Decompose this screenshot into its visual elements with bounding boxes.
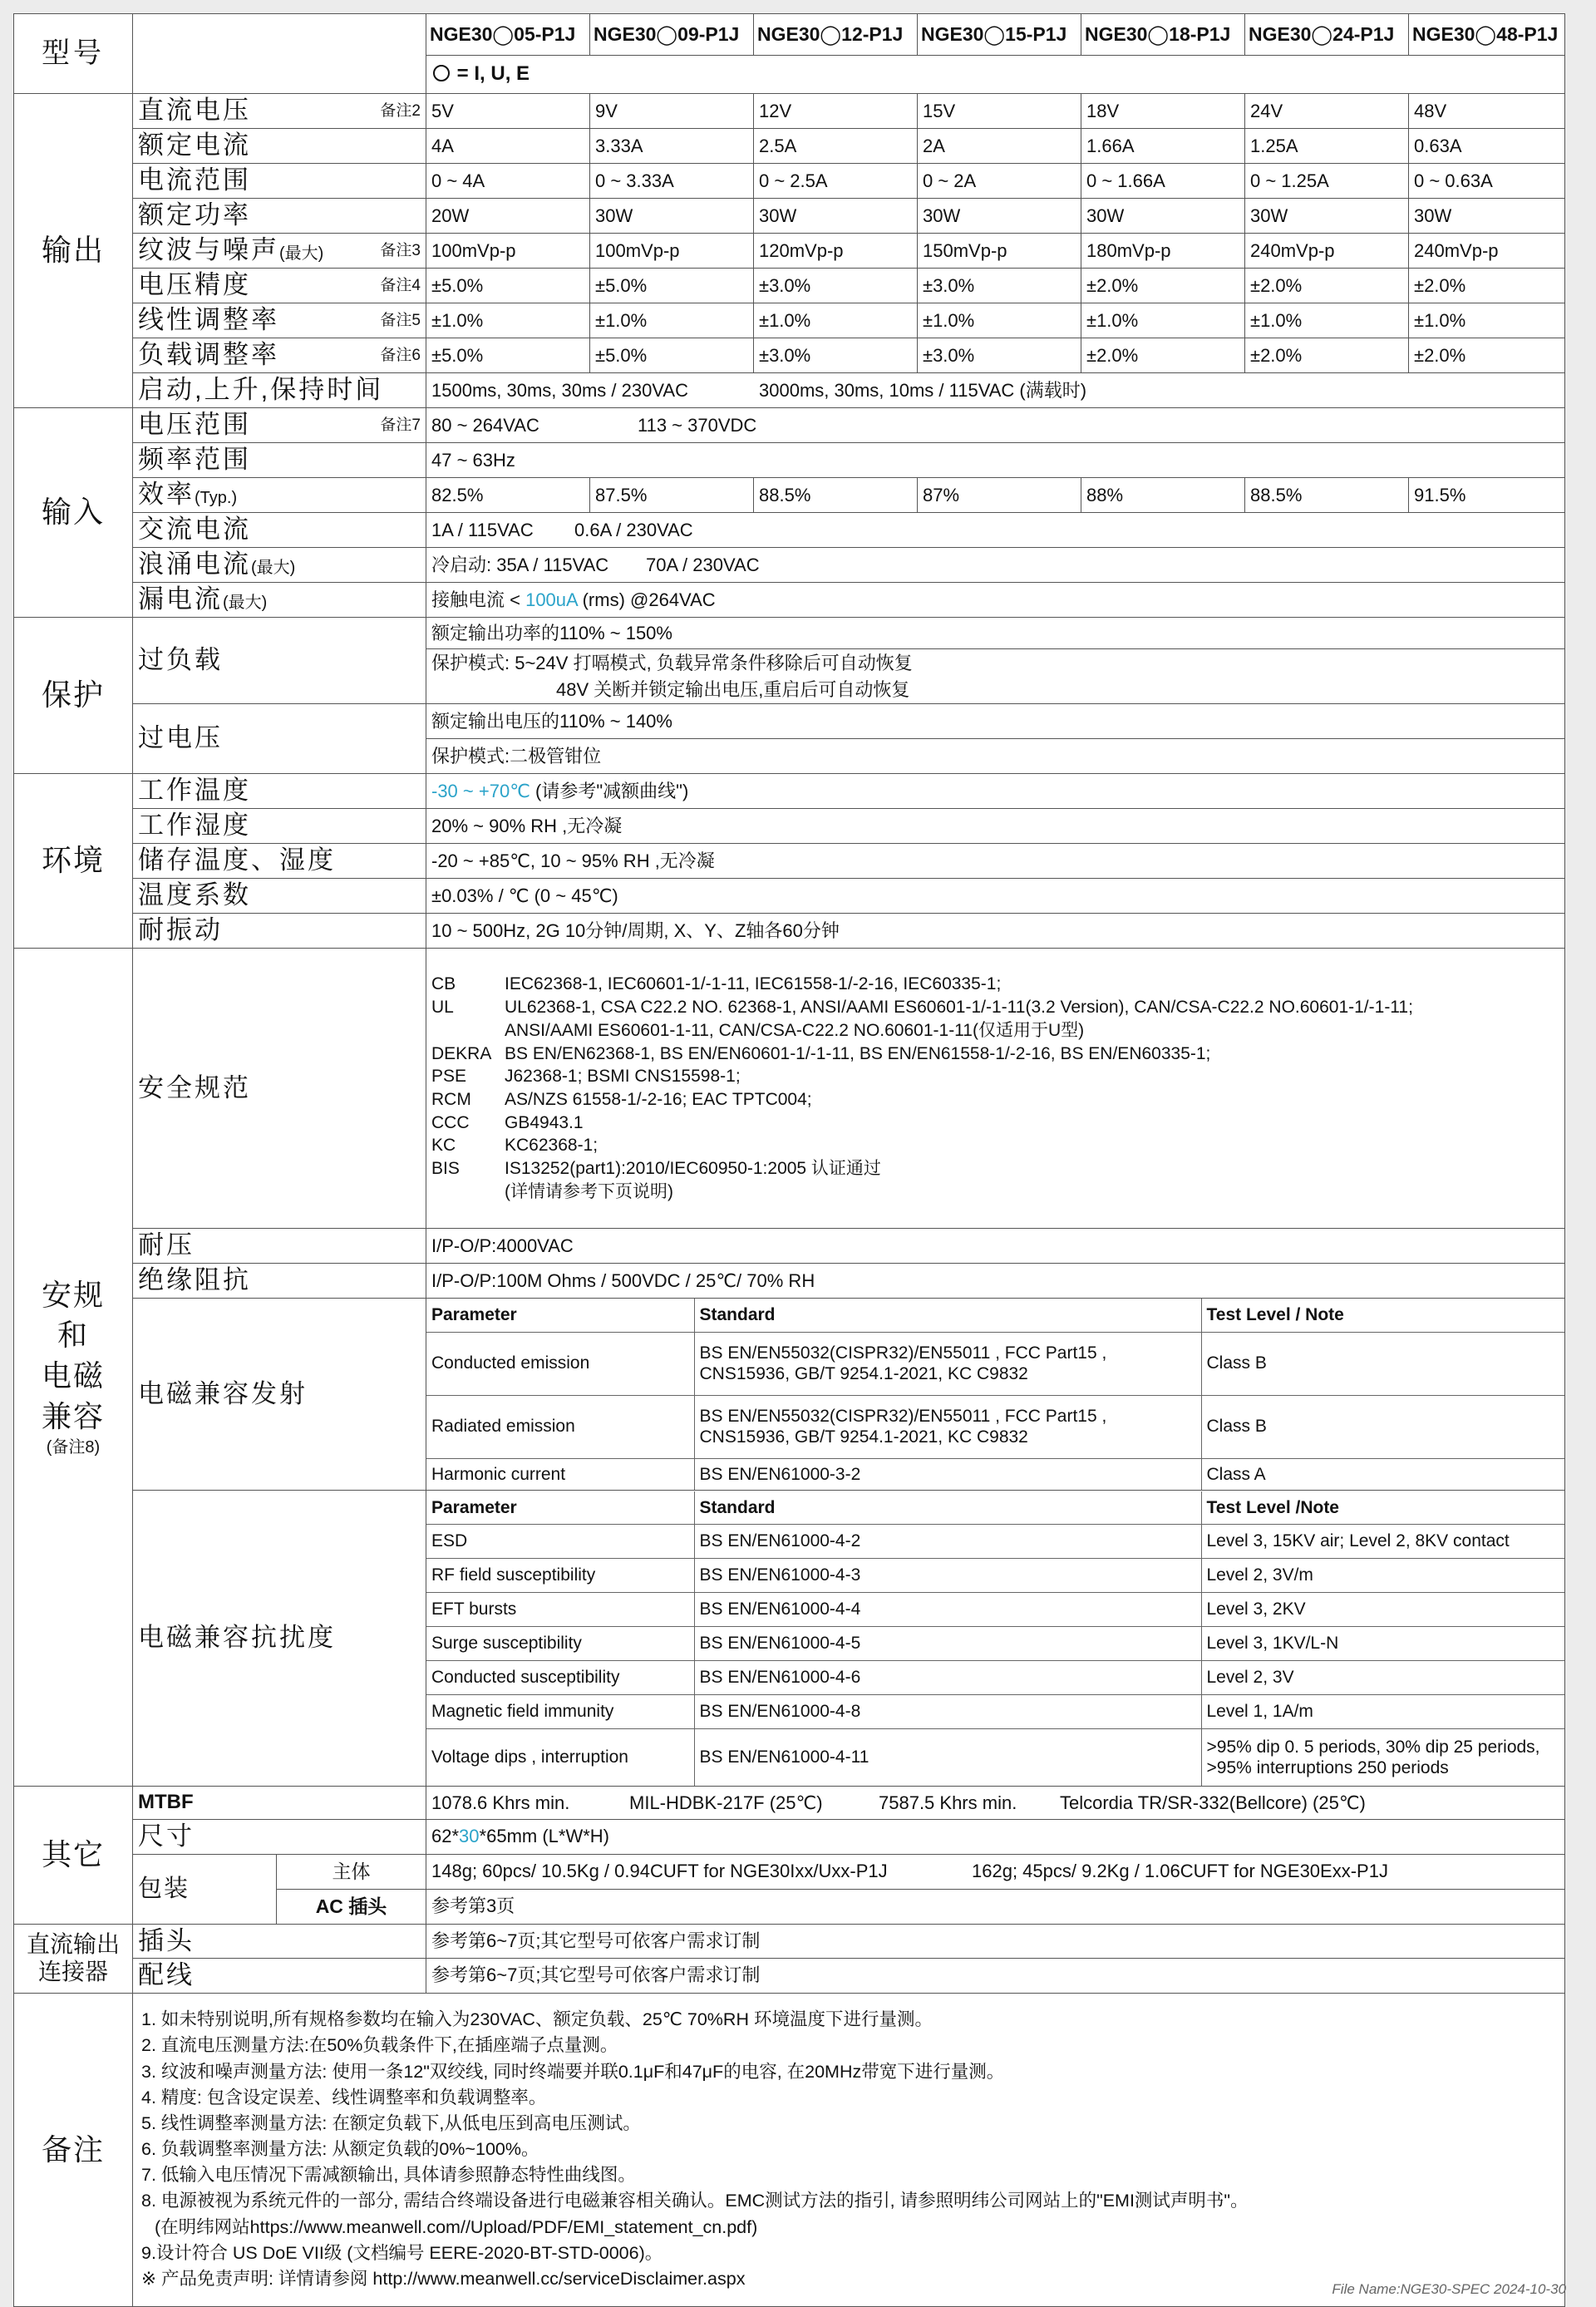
leakage-value: 接触电流 < 100uA (rms) @264VAC	[426, 583, 1565, 618]
row-label-withstand: 耐压	[133, 1229, 426, 1264]
cell: 5V	[426, 94, 590, 129]
cell: 18V	[1081, 94, 1245, 129]
row-label-rated-power: 额定功率	[133, 199, 426, 234]
table-header: Test Level /Note	[1201, 1491, 1564, 1525]
note-line: ※ 产品免责声明: 详情请参阅 http://www.meanwell.cc/serviceDisclaimer.aspx	[141, 2269, 746, 2289]
cell: 100mVp-p	[426, 234, 590, 269]
table-cell: Class B	[1201, 1332, 1564, 1395]
cell: 180mVp-p	[1081, 234, 1245, 269]
safety-line: BIS IS13252(part1):2010/IEC60950-1:2005 认证通过	[431, 1159, 881, 1179]
section-others: 其它	[14, 1787, 133, 1925]
model-name: NGE30◯24-P1J	[1245, 14, 1409, 56]
safety-line: KC KC62368-1;	[431, 1136, 598, 1156]
cell: ±2.0%	[1081, 269, 1245, 303]
isolation-value: I/P-O/P:100M Ohms / 500VDC / 25℃/ 70% RH	[426, 1264, 1565, 1299]
table-header: Standard	[694, 1491, 1201, 1525]
row-label-packing: 包装	[133, 1854, 277, 1924]
row-label-working-temp: 工作温度	[133, 774, 426, 809]
note-line: 1. 如未特别说明,所有规格参数均在输入为230VAC、额定负载、25℃ 70%RH 环境温度下进行量测。	[141, 2009, 933, 2030]
table-header: Standard	[694, 1299, 1201, 1332]
cell: 0 ~ 1.25A	[1245, 164, 1409, 199]
overvoltage-line2: 保护模式:二极管钳位	[426, 739, 1565, 774]
table-cell: ESD	[426, 1525, 694, 1559]
table-cell: BS EN/EN61000-4-5	[694, 1627, 1201, 1661]
cell: ±5.0%	[426, 338, 590, 373]
section-safety-emc: 安规 和 电磁 兼容 (备注8)	[14, 949, 133, 1787]
cell: 30W	[1409, 199, 1565, 234]
variant-note: = I, U, E	[426, 56, 1565, 94]
mtbf-value: 1078.6 Khrs min. MIL-HDBK-217F (25℃) 7587.5 Khrs min. Telcordia TR/SR-332(Bellcore) (25℃)	[426, 1787, 1565, 1820]
cell: ±5.0%	[590, 338, 754, 373]
table-header: Parameter	[426, 1491, 694, 1525]
table-cell: Class A	[1201, 1458, 1564, 1490]
cell: 1.25A	[1245, 129, 1409, 164]
cell: ±5.0%	[426, 269, 590, 303]
cell: 88%	[1081, 478, 1245, 513]
table-row	[426, 1395, 1564, 1458]
spec-table	[13, 13, 1565, 2307]
row-label-load-regulation: 负载调整率 备注6	[133, 338, 426, 373]
table-row	[426, 1332, 1564, 1395]
safety-line: DEKRA BS EN/EN62368-1, BS EN/EN60601-1/-1-11, BS EN/EN61558-1/-2-16, BS EN/EN60335-1;	[431, 1043, 1211, 1063]
section-notes: 备注	[14, 1993, 133, 2306]
cell: 100mVp-p	[590, 234, 754, 269]
cell: 2.5A	[754, 129, 918, 164]
cell: 1.66A	[1081, 129, 1245, 164]
cell: 0 ~ 0.63A	[1409, 164, 1565, 199]
temp-coefficient-value: ±0.03% / ℃ (0 ~ 45℃)	[426, 879, 1565, 914]
cell: 30W	[1081, 199, 1245, 234]
packing-ac-label: AC 插头	[277, 1889, 426, 1924]
note-line: 6. 负载调整率测量方法: 从额定负载的0%~100%。	[141, 2139, 539, 2160]
table-cell: BS EN/EN61000-4-3	[694, 1559, 1201, 1593]
cell: ±2.0%	[1409, 269, 1565, 303]
table-row	[426, 1729, 1564, 1786]
note-line: 2. 直流电压测量方法:在50%负载条件下,在插座端子点量测。	[141, 2035, 618, 2056]
table-cell: BS EN/EN61000-4-6	[694, 1661, 1201, 1695]
model-label-blank	[133, 14, 426, 94]
section-environment: 环境	[14, 774, 133, 949]
safety-line: CCC GB4943.1	[431, 1112, 584, 1132]
row-label-voltage-range: 电压范围 备注7	[133, 408, 426, 443]
spec-sheet	[13, 13, 1564, 2307]
row-label-current-range: 电流范围	[133, 164, 426, 199]
cell: 4A	[426, 129, 590, 164]
table-row	[426, 1559, 1564, 1593]
table-cell: Level 3, 15KV air; Level 2, 8KV contact	[1201, 1525, 1564, 1559]
section-output: 输出	[14, 94, 133, 408]
safety-line: PSE J62368-1; BSMI CNS15598-1;	[431, 1067, 741, 1087]
cell: 150mVp-p	[918, 234, 1081, 269]
overload-line3: 48V 关断并锁定输出电压,重启后可自动恢复	[426, 677, 1565, 704]
table-row	[426, 1458, 1564, 1490]
notes-list	[133, 1993, 1565, 2306]
plug-value: 参考第6~7页;其它型号可依客户需求订制	[426, 1924, 1565, 1959]
ac-current-value: 1A / 115VAC 0.6A / 230VAC	[426, 513, 1565, 548]
immunity-table	[426, 1491, 1564, 1786]
cell: 2A	[918, 129, 1081, 164]
cell: 240mVp-p	[1245, 234, 1409, 269]
table-cell: BS EN/EN61000-4-4	[694, 1593, 1201, 1627]
row-label-safety: 安全规范	[133, 949, 426, 1229]
row-label-inrush: 浪涌电流(最大)	[133, 548, 426, 583]
cell: 91.5%	[1409, 478, 1565, 513]
table-cell: Surge susceptibility	[426, 1627, 694, 1661]
safety-line: CB IEC62368-1, IEC60601-1/-1-11, IEC61558-1/-2-16, IEC60335-1;	[431, 974, 1002, 994]
section-protection: 保护	[14, 618, 133, 774]
table-cell: Conducted susceptibility	[426, 1661, 694, 1695]
cell: 82.5%	[426, 478, 590, 513]
table-cell: Harmonic current	[426, 1458, 694, 1490]
table-cell: Class B	[1201, 1395, 1564, 1458]
table-cell: >95% dip 0. 5 periods, 30% dip 25 periods, >95% interruptions 250 periods	[1201, 1729, 1564, 1786]
section-input: 输入	[14, 408, 133, 618]
packing-ac-value: 参考第3页	[426, 1889, 1565, 1924]
packing-main-label: 主体	[277, 1854, 426, 1889]
model-name: NGE30◯12-P1J	[754, 14, 918, 56]
cell: 48V	[1409, 94, 1565, 129]
section-connector: 直流输出 连接器	[14, 1924, 133, 1993]
cell: 240mVp-p	[1409, 234, 1565, 269]
note-line: (在明纬网站https://www.meanwell.com//Upload/PDF/EMI_statement_cn.pdf)	[155, 2216, 758, 2237]
emission-table-cell	[426, 1299, 1565, 1491]
setup-value: 1500ms, 30ms, 30ms / 230VAC 3000ms, 30ms, 10ms / 115VAC (满载时)	[426, 373, 1565, 408]
voltage-range-value: 80 ~ 264VAC 113 ~ 370VDC	[426, 408, 1565, 443]
table-row	[426, 1627, 1564, 1661]
safety-line: RCM AS/NZS 61558-1/-2-16; EAC TPTC004;	[431, 1090, 812, 1109]
table-cell: Radiated emission	[426, 1395, 694, 1458]
model-name: NGE30◯09-P1J	[590, 14, 754, 56]
cell: 12V	[754, 94, 918, 129]
table-row	[426, 1695, 1564, 1729]
cell: 30W	[590, 199, 754, 234]
cell: ±1.0%	[1081, 303, 1245, 338]
row-label-vibration: 耐振动	[133, 914, 426, 949]
row-label-setup: 启动,上升,保持时间	[133, 373, 426, 408]
note-line: 7. 低输入电压情况下需减额输出, 具体请参照静态特性曲线图。	[141, 2165, 636, 2186]
overload-line1: 额定输出功率的110% ~ 150%	[426, 618, 1565, 649]
note-line: 4. 精度: 包含设定误差、线性调整率和负载调整率。	[141, 2087, 547, 2107]
cable-value: 参考第6~7页;其它型号可依客户需求订制	[426, 1959, 1565, 1994]
cell: 30W	[1245, 199, 1409, 234]
table-header: Parameter	[426, 1299, 694, 1332]
table-cell: BS EN/EN61000-3-2	[694, 1458, 1201, 1490]
cell: 120mVp-p	[754, 234, 918, 269]
row-label-frequency: 频率范围	[133, 443, 426, 478]
cell: ±1.0%	[1245, 303, 1409, 338]
cell: 3.33A	[590, 129, 754, 164]
table-cell: BS EN/EN61000-4-11	[694, 1729, 1201, 1786]
vibration-value: 10 ~ 500Hz, 2G 10分钟/周期, X、Y、Z轴各60分钟	[426, 914, 1565, 949]
cell: 88.5%	[1245, 478, 1409, 513]
safety-standards	[426, 949, 1565, 1229]
row-label-temp-coefficient: 温度系数	[133, 879, 426, 914]
row-label-ac-current: 交流电流	[133, 513, 426, 548]
overvoltage-line1: 额定输出电压的110% ~ 140%	[426, 704, 1565, 739]
note-line: 3. 纹波和噪声测量方法: 使用一条12"双绞线, 同时终端要并联0.1μF和47μF的电容, 在20MHz带宽下进行量测。	[141, 2061, 1005, 2082]
emission-table	[426, 1299, 1564, 1490]
row-label-dimension: 尺寸	[133, 1820, 426, 1855]
model-name: NGE30◯18-P1J	[1081, 14, 1245, 56]
note-line: 8. 电源被视为系统元件的一部分, 需结合终端设备进行电磁兼容相关确认。EMC测试方法的指引, 请参照明纬公司网站上的"EMI测试声明书"。	[141, 2191, 1249, 2211]
row-label-overload: 过负载	[133, 618, 426, 704]
table-row	[426, 1593, 1564, 1627]
safety-line: (详情请参考下页说明)	[505, 1181, 673, 1201]
note-line: 9.设计符合 US DoE VII级 (文档编号 EERE-2020-BT-STD-0006)。	[141, 2242, 663, 2263]
cell: 0 ~ 1.66A	[1081, 164, 1245, 199]
model-name: NGE30◯05-P1J	[426, 14, 590, 56]
file-name-footer: File Name:NGE30-SPEC 2024-10-30	[1332, 2281, 1566, 2297]
cell: 87%	[918, 478, 1081, 513]
cell: 30W	[754, 199, 918, 234]
overload-line2: 保护模式: 5~24V 打嗝模式, 负载异常条件移除后可自动恢复	[426, 649, 1565, 677]
cell: ±3.0%	[918, 269, 1081, 303]
row-label-storage: 储存温度、湿度	[133, 844, 426, 879]
row-label-mtbf: MTBF	[133, 1787, 426, 1820]
table-cell: Level 2, 3V/m	[1201, 1559, 1564, 1593]
table-row	[426, 1525, 1564, 1559]
model-name: NGE30◯15-P1J	[918, 14, 1081, 56]
table-cell: Conducted emission	[426, 1332, 694, 1395]
row-label-rated-current: 额定电流	[133, 129, 426, 164]
cell: ±1.0%	[1409, 303, 1565, 338]
cell: ±2.0%	[1409, 338, 1565, 373]
cell: ±1.0%	[754, 303, 918, 338]
row-label-dc-voltage: 直流电压 备注2	[133, 94, 426, 129]
row-label-plug: 插头	[133, 1924, 426, 1959]
table-cell: Level 1, 1A/m	[1201, 1695, 1564, 1729]
cell: ±2.0%	[1245, 338, 1409, 373]
table-cell: Magnetic field immunity	[426, 1695, 694, 1729]
note-line: 5. 线性调整率测量方法: 在额定负载下,从低电压到高电压测试。	[141, 2112, 641, 2133]
row-label-cable: 配线	[133, 1959, 426, 1994]
cell: 0 ~ 4A	[426, 164, 590, 199]
table-cell: BS EN/EN55032(CISPR32)/EN55011 , FCC Part15 , CNS15936, GB/T 9254.1-2021, KC C9832	[694, 1332, 1201, 1395]
cell: 0 ~ 2A	[918, 164, 1081, 199]
working-humidity-value: 20% ~ 90% RH ,无冷凝	[426, 809, 1565, 844]
safety-line: ANSI/AAMI ES60601-1-11, CAN/CSA-C22.2 NO.60601-1-11(仅适用于U型)	[505, 1020, 1085, 1040]
row-label-isolation: 绝缘阻抗	[133, 1264, 426, 1299]
table-cell: BS EN/EN55032(CISPR32)/EN55011 , FCC Part15 , CNS15936, GB/T 9254.1-2021, KC C9832	[694, 1395, 1201, 1458]
storage-value: -20 ~ +85℃, 10 ~ 95% RH ,无冷凝	[426, 844, 1565, 879]
cell: ±1.0%	[918, 303, 1081, 338]
cell: ±2.0%	[1081, 338, 1245, 373]
cell: 15V	[918, 94, 1081, 129]
row-label-ripple: 纹波与噪声(最大) 备注3	[133, 234, 426, 269]
packing-main-value: 148g; 60pcs/ 10.5Kg / 0.94CUFT for NGE30Ixx/Uxx-P1J 162g; 45pcs/ 9.2Kg / 1.06CUFT for NGE30Exx-P1J	[426, 1854, 1565, 1889]
table-header: Test Level / Note	[1201, 1299, 1564, 1332]
row-label-line-regulation: 线性调整率 备注5	[133, 303, 426, 338]
cell: 30W	[918, 199, 1081, 234]
inrush-value: 冷启动: 35A / 115VAC 70A / 230VAC	[426, 548, 1565, 583]
table-row	[426, 1661, 1564, 1695]
cell: ±3.0%	[754, 338, 918, 373]
cell: ±5.0%	[590, 269, 754, 303]
cell: ±1.0%	[426, 303, 590, 338]
cell: 9V	[590, 94, 754, 129]
table-cell: BS EN/EN61000-4-8	[694, 1695, 1201, 1729]
table-cell: BS EN/EN61000-4-2	[694, 1525, 1201, 1559]
row-label-overvoltage: 过电压	[133, 704, 426, 774]
immunity-table-cell	[426, 1491, 1565, 1787]
table-cell: Voltage dips , interruption	[426, 1729, 694, 1786]
safety-line: UL UL62368-1, CSA C22.2 NO. 62368-1, ANSI/AAMI ES60601-1/-1-11(3.2 Version), CAN/CSA-C22.2 NO.60601-1/-1-11;	[431, 998, 1413, 1018]
cell: ±1.0%	[590, 303, 754, 338]
model-name: NGE30◯48-P1J	[1409, 14, 1565, 56]
cell: 0 ~ 2.5A	[754, 164, 918, 199]
row-label-voltage-tolerance: 电压精度 备注4	[133, 269, 426, 303]
working-temp-value: -30 ~ +70℃ (请参考"减额曲线")	[426, 774, 1565, 809]
row-label-leakage: 漏电流(最大)	[133, 583, 426, 618]
table-cell: RF field susceptibility	[426, 1559, 694, 1593]
table-cell: Level 3, 2KV	[1201, 1593, 1564, 1627]
table-cell: Level 3, 1KV/L-N	[1201, 1627, 1564, 1661]
row-label-working-humidity: 工作湿度	[133, 809, 426, 844]
cell: 20W	[426, 199, 590, 234]
withstand-value: I/P-O/P:4000VAC	[426, 1229, 1565, 1264]
cell: 87.5%	[590, 478, 754, 513]
circle-icon	[433, 65, 450, 81]
cell: ±3.0%	[754, 269, 918, 303]
table-cell: EFT bursts	[426, 1593, 694, 1627]
row-label-emission: 电磁兼容发射	[133, 1299, 426, 1491]
cell: 0.63A	[1409, 129, 1565, 164]
cell: 0 ~ 3.33A	[590, 164, 754, 199]
cell: 88.5%	[754, 478, 918, 513]
cell: 24V	[1245, 94, 1409, 129]
row-label-immunity: 电磁兼容抗扰度	[133, 1491, 426, 1787]
cell: ±2.0%	[1245, 269, 1409, 303]
row-label-efficiency: 效率(Typ.)	[133, 478, 426, 513]
cell: ±3.0%	[918, 338, 1081, 373]
dimension-value: 62*30*65mm (L*W*H)	[426, 1820, 1565, 1855]
table-cell: Level 2, 3V	[1201, 1661, 1564, 1695]
model-label: 型号	[14, 14, 133, 94]
frequency-value: 47 ~ 63Hz	[426, 443, 1565, 478]
